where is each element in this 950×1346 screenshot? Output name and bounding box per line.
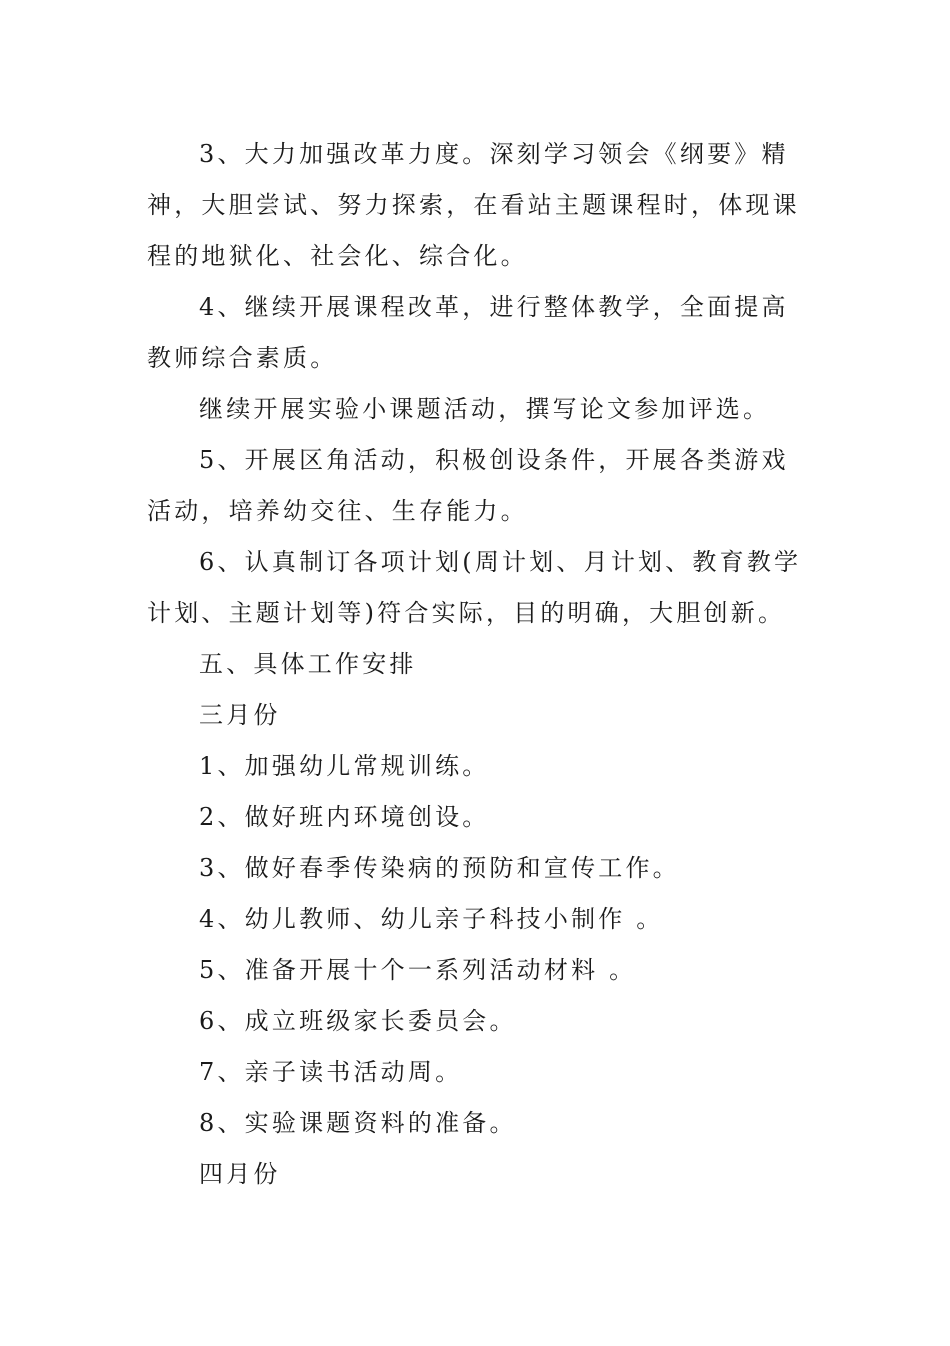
list-item: 6、成立班级家长委员会。 — [199, 1007, 517, 1035]
list-item: 7、亲子读书活动周。 — [199, 1058, 463, 1086]
month-heading-march: 三月份 — [199, 701, 281, 729]
list-item: 8、实验课题资料的准备。 — [199, 1109, 517, 1137]
list-item: 1、加强幼儿常规训练。 — [199, 752, 490, 780]
paragraph-planning: 6、认真制订各项计划(周计划、月计划、教育教学计划、主题计划等)符合实际，目的明确，大胆创新。 — [147, 548, 802, 627]
paragraph-area-activities: 5、开展区角活动，积极创设条件，开展各类游戏活动，培养幼交往、生存能力。 — [147, 446, 789, 525]
month-heading-april: 四月份 — [199, 1160, 281, 1188]
list-item: 2、做好班内环境创设。 — [199, 803, 490, 831]
list-item: 3、做好春季传染病的预防和宣传工作。 — [199, 854, 680, 882]
document-body — [147, 129, 807, 1200]
list-item: 4、幼儿教师、幼儿亲子科技小制作 。 — [199, 905, 664, 933]
paragraph-curriculum-reform: 4、继续开展课程改革，进行整体教学，全面提高教师综合素质。 — [147, 293, 789, 372]
paragraph-research-topics: 继续开展实验小课题活动，撰写论文参加评选。 — [199, 395, 771, 423]
paragraph-reform-effort: 3、大力加强改革力度。深刻学习领会《纲要》精神，大胆尝试、努力探索，在看站主题课程时，体现课程的地狱化、社会化、综合化。 — [147, 140, 800, 270]
section-heading-work-arrangement: 五、具体工作安排 — [199, 650, 417, 678]
list-item: 5、准备开展十个一系列活动材料 。 — [199, 956, 637, 984]
